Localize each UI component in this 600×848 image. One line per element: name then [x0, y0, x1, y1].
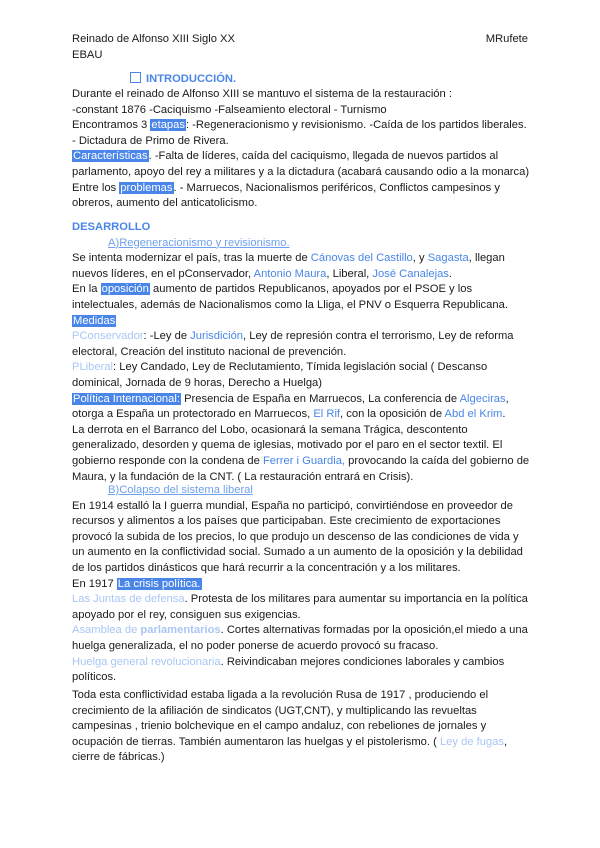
body-line: Maura, y la fundación de la CNT. ( La restauración entrará en Crisis). — [72, 470, 414, 483]
desarrollo-heading: DESARROLLO — [72, 221, 151, 233]
body-line: apoyado por el rey, consiguen sus exigencias. — [72, 608, 301, 621]
body-line: Se intenta modernizar el país, tras la muerte de Cánovas del Castillo, y Sagasta, llegan — [72, 252, 505, 265]
body-line: PLiberal: Ley Candado, Ley de Reclutamiento, Tímida legislación social ( Descanso — [72, 361, 488, 374]
subheading-b: B)Colapso del sistema liberal — [108, 484, 253, 496]
body-line: un aumento en la conflictividad social. Sumado a un aumento de la oposición y la debilidad — [72, 546, 523, 559]
conclusion-paragraph — [72, 688, 528, 766]
desarrollo-section — [72, 220, 528, 485]
body-line: La derrota en el Barranco del Lobo, ocasionará la semana Trágica, descontento — [72, 423, 468, 436]
intro-line: obreros, aumento del anticatolicismo. — [72, 197, 258, 210]
section-b — [72, 483, 528, 686]
body-line: huelga generalizada, el no poder ponerse de acuerdo provocó su fracaso. — [72, 639, 439, 652]
body-line: En 1914 estalló la I guerra mundial, España no participó, convirtiéndose en proveedor de — [72, 499, 513, 512]
body-line: campesinas , trienio bolchevique en el campo andaluz, con rebeliones de jornales y — [72, 720, 487, 733]
highlight-crisis-politica: La crisis política. — [117, 577, 201, 590]
body-line: PConservador: -Ley de Jurisdición, Ley de represión contra el terrorismo, Ley de reforma — [72, 330, 514, 343]
checkbox-icon — [130, 72, 141, 83]
body-line: recursos y alimentos a los países que participaban. Este crecimiento de exportaciones — [72, 515, 501, 528]
body-line: provocó la subida de los precios, lo que produjo un descenso de las condiciones de vida y — [72, 530, 519, 543]
highlight-oposicion: oposición — [101, 283, 149, 296]
highlight-caracteristicas: Características — [73, 150, 148, 163]
body-line: ocupación de tierras. También aumentaron las huelgas y el pistolerismo. ( Ley de fugas, — [72, 735, 508, 748]
highlight-etapas: etapas — [151, 119, 185, 132]
body-line: nuevos líderes, en el pConservador, Antonio Maura, Liberal, José Canalejas. — [72, 267, 453, 280]
body-line: En 1917 La crisis política. — [72, 577, 201, 590]
body-line: Huelga general revolucionaria. Reivindicaban mejores condiciones laborales y cambios — [72, 655, 505, 668]
body-line: dominical, Jornada de 9 horas, Derecho a Huelga) — [72, 376, 322, 389]
intro-line: Características. -Falta de líderes, caída del caciquismo, llegada de nuevos partidos al — [73, 150, 499, 163]
body-line: En la oposición aumento de partidos Republicanos, apoyados por el PSOE y los — [72, 283, 473, 296]
intro-line: Encontramos 3 etapas: -Regeneracionismo y revisionismo. -Caída de los partidos liberales. — [72, 119, 527, 132]
body-line: intelectuales, además de Nacionalismos como la Lliga, el PNV o Esquerra Republicana. — [72, 298, 508, 311]
document-title: Reinado de Alfonso XIII Siglo XX — [72, 33, 235, 45]
subheading-a: A)Regeneracionismo y revisionismo. — [108, 236, 290, 249]
body-line: crecimiento de la afiliación de sindicatos (UGT,CNT), y multiplicando las revueltas — [72, 704, 477, 717]
body-line: electoral, Creación del instituto nacional de prevención. — [72, 345, 347, 358]
highlight-problemas: problemas — [120, 181, 173, 194]
body-line: cierre de fábricas.) — [72, 751, 165, 764]
highlight-medidas: Medidas — [73, 314, 116, 327]
intro-heading: INTRODUCCIÓN. — [130, 72, 236, 88]
intro-line: - Dictadura de Primo de Rivera. — [72, 134, 229, 147]
body-line: Asamblea de parlamentarios. Cortes alternativas formadas por la oposición,el miedo a una — [72, 624, 528, 637]
body-line: otorga a España un protectorado en Marruecos, El Rif, con la oposición de Abd el Krim. — [72, 408, 506, 421]
body-line: generalizado, desorden y quema de iglesias, motivado por el paro en el sector textil. El — [72, 439, 503, 452]
highlight-politica-internacional: Política Internacional: — [73, 392, 180, 405]
body-line: políticos. — [72, 671, 117, 684]
intro-section — [72, 87, 528, 212]
intro-line: Durante el reinado de Alfonso XIII se mantuvo el sistema de la restauración : — [72, 88, 452, 100]
body-line — [72, 314, 528, 330]
intro-line: -constant 1876 -Caciquismo -Falseamiento electoral - Turnismo — [72, 103, 387, 116]
body-line: Política Internacional: Presencia de España en Marruecos, La conferencia de Algeciras, — [73, 392, 509, 405]
document-author: MRufete — [485, 33, 528, 45]
body-line: gobierno responde con la condena de Ferrer i Guardia, provocando la caída del gobierno de — [72, 454, 530, 467]
body-line: Toda esta conflictividad estaba ligada a la revolución Rusa de 1917 , produciendo el — [72, 689, 489, 701]
document-subtitle: EBAU — [72, 49, 103, 61]
body-line: de los partidos dinásticos que hará recurrir a la concentración y a los militares. — [72, 561, 461, 574]
body-line: Las Juntas de defensa. Protesta de los militares para aumentar su importancia en la política — [72, 593, 528, 606]
intro-line: parlamento, apoyo del rey a militares y a la dictadura (acabará causando odio a la monarca) — [72, 165, 530, 178]
intro-line: Entre los problemas. - Marruecos, Nacionalismos periféricos, Conflictos campesinos y — [72, 181, 500, 194]
